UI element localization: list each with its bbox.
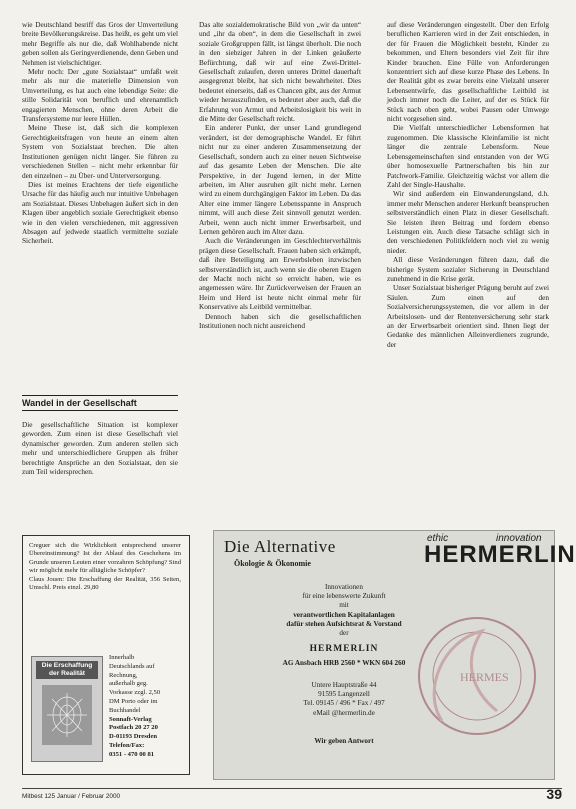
paragraph: auf diese Veränderungen eingestellt. Über den Erfolg beruflichen Karrieren wird in der Zeit entschieden, in der für Frauen die Möglichkeit besteht, Kinder zu bekommen, und Eltern besonders viel Zeit für ihre Kinder brauchen. Eine Fülle von Anforderungen konzentriert sich auf diese kurze Phase des Lebens. In der Realität gibt es zwar bereits eine Vielzahl unserer Lebensentwürfe, das gesellschaftliche Leitbild ist jedoch immer noch die Leiter, auf der es Stück für Stück nach oben geht, wobei Pausen oder Umwege nicht vorgesehen sind. <box>387 20 549 124</box>
ad-brand-logo: HERMERLIN <box>424 541 576 568</box>
publisher-line: DM Porto oder im <box>109 697 158 705</box>
left-column-bottom <box>22 420 178 510</box>
publisher-name: Sonnaft-Verlag <box>109 715 152 723</box>
ad-address-line: Untere Hauptstraße 44 <box>311 681 377 689</box>
ad-line: für eine lebenswerte Zukunft <box>302 592 386 601</box>
book-cover-title: Die Erschaffung der Realität <box>36 661 98 679</box>
ad-line: dafür stehen Aufsichtsrat & Vorstand <box>286 619 402 628</box>
paragraph: Das alte sozialdemokratische Bild von „wir da unten“ und „ihr da oben“, in dem die Gesellschaft in zwei soziale Großgruppen fällt, ist längst überholt. Die noch in den siebziger Jahren in der Linken geäußerte Befürchtung, daß wir auf eine Zwei-Drittel-Gesellschaft zulaufen, deren unteres Drittel dauerhaft ausgegrenzt bleibt, hat sich nicht bewahrheitet. Dies bedeutet einerseits, daß es Chancen gibt, aus der Armut wieder herauszufinden, es bedeutet aber auch, daß die Erfahrung von Armut und Arbeitslosigkeit bis weit in die Mitte der Gesellschaft reicht. <box>199 20 361 124</box>
ad-headline: Die Alternative <box>224 537 336 556</box>
ad-line: mit <box>339 601 349 610</box>
publisher-line: Vorkasse zzgl. 2,50 <box>109 689 161 697</box>
paragraph: Die Vielfalt unterschiedlicher Lebensformen hat zugenommen. Die klassische Kleinfamilie ist nicht länger die zentrale Lebensform. Neue Lebensgemeinschaften sind entstanden von der WG über homosexuelle Partnerschaften bis hin zur Patchwork-Familie. Gleichzeitig wächst vor allem die Zahl der Single-Haushalte. <box>387 123 549 189</box>
paragraph: Mehr noch: Der „gute Sozialstaat“ umfaßt weit mehr als nur die materielle Dimension von Umverteilung, es hat auch eine lebendige Seite: die stille Solidarität von beruflich und ehrenamtlich engagierten Menschen, ohne deren Arbeit die Transfersysteme nur leere Hüllen. <box>22 67 178 124</box>
book-author: Claus Jouen: Die Erschaffung der Realität, 356 Seiten, Umschl. Preis einzl. 29,80 <box>29 575 181 592</box>
ad-body <box>234 583 454 638</box>
left-column-top <box>22 20 178 385</box>
paragraph: Meine These ist, daß sich die komplexen Gerechtigkeitsfragen von heute an einem alten System von Sozialstaat brechen. Die alten Institutionen genügen nicht länger. Sie führen zu verschiedenen Stellen – nicht mehr erkennbar für den einzelnen – zu Über- und Unterversorgung. <box>22 123 178 180</box>
ad-address <box>234 681 454 718</box>
book-quote <box>29 542 181 592</box>
page-number: 39 <box>546 786 562 802</box>
paragraph: wie Deutschland besriff das Gros der Umverteilung breite Bevölkerungskreise. Das heißt, es geht um viel mehr Begriffe als nur die, daß Wohlhabende nicht geben sollen als Geringverdienende, denn Geben und Nehmen ist vielschichtiger. <box>22 20 178 67</box>
paragraph: Unser Sozialstaat bisheriger Prägung beruht auf zwei Säulen. Zum einen auf den Sozialversicherungssystemen, die vor allem in der Arbeitslosen- und der Rentenversicherung sehr stark an der Erwerbsarbeit orientiert sind. Ihnen liegt der Gedanke des männlichen Alleinverdieners zugrunde, der <box>387 283 549 349</box>
book-cover-art-icon <box>42 685 92 745</box>
paragraph: Dennoch haben sich die gesellschaftlichen Institutionen noch nicht ausreichend <box>199 311 361 330</box>
publisher-line: D-01193 Dresden <box>109 733 158 741</box>
ad-line: Innovationen <box>325 583 363 591</box>
section-heading: Wandel in der Gesellschaft <box>22 395 178 411</box>
ad-line: verantwortlichen Kapitalanlagen <box>293 610 395 619</box>
hermerlin-advert <box>213 530 576 780</box>
ad-ethic-label: ethic <box>427 533 449 544</box>
publisher-line: Telefon/Fax: <box>109 741 145 749</box>
publisher-line: Rechnung, <box>109 671 138 679</box>
paragraph: Die gesellschaftliche Situation ist komplexer geworden. Zum einen ist diese Gesellschaft viel dynamischer geworden. Zum anderen stellen sich mehr und unterschiedlichere Gruppen als früher berechtigte Ansprüche an den Sozialstaat, den sie zum Teil widersprechen. <box>22 420 178 477</box>
paragraph: Auch die Veränderungen im Geschlechterverhältnis prägen diese Gesellschaft. Frauen haben sich erkämpft, daß ihre Beteiligung am Erwerbsleben inzwischen selbstverständlich ist, auch wenn sie die oberen Etagen der Macht noch nicht so erreicht haben, wie es angemessen wäre. Ihr Zurückverweisen der Frauen an Heim und Herd ist heute nicht einmal mehr für Konservative als Leitbild vermittelbar. <box>199 236 361 312</box>
publisher-line: Innerhalb <box>109 654 135 661</box>
ad-address-line: 91595 Langenzell <box>318 690 370 699</box>
paragraph: Ein anderer Punkt, der unser Land grundlegend verändert, ist der demographische Wandel. Er führt nicht nur zu einer anderen Zusammensetzung der Gesellschaft, sondern auch zu einer neuen Sichtweise auf das gesamte Leben der Menschen. Die alte Perspektive, in der Jugend lernen, in der Mitte arbeiten, im Alter ausruhen gilt nicht mehr. Lernen wird zu einem durchgängigen Faktor im Leben. Da das Alter eine immer längere Lebensspanne in Anspruch nimmt, will auch diese Zeit sinnvoll genutzt werden. Arbeit, wenn auch nicht immer Erwerbsarbeit, und Lernen gehören auch im Alter dazu. <box>199 123 361 236</box>
footer-rule <box>22 788 562 789</box>
ad-line: der <box>339 629 349 638</box>
footer-issue: Mitbest 125 Januar / Februar 2000 <box>22 793 121 800</box>
ad-address-line: eMail @hermerlin.de <box>313 708 375 717</box>
seal-text: HERMES <box>460 670 509 684</box>
middle-column <box>199 20 361 520</box>
publisher-phone: 0351 - 470 00 81 <box>109 750 155 758</box>
ad-company: HERMERLIN <box>309 644 379 654</box>
paragraph: Dies ist meines Erachtens der tiefe eigentliche Ursache für das häufig auch nur intuitive Unbehagen am Sozialstaat. Dieses Unbehagen äußert sich in den Klagen über angeblich soziale Gerechtigkeit ebenso wie in den vielen verschiedenen, mit aggressiven Absagen auf jedwede staatlich vermittelte soziale Sicherheit. <box>22 179 178 246</box>
ad-register: AG Ansbach HRB 2560 * WKN 604 260 <box>282 659 406 667</box>
publisher-line: Buchhandel <box>109 706 141 714</box>
publisher-line: außerhalb geg. <box>109 680 148 688</box>
ad-subheadline: Ökologie & Ökonomie <box>234 559 311 568</box>
book-advert-box <box>22 535 190 775</box>
paragraph: All diese Veränderungen führen dazu, daß die bisherige System sozialer Sicherung in Deutschland zunehmend in die Krise gerät. <box>387 255 549 283</box>
ad-closing: Wir geben Antwort <box>314 737 374 745</box>
publisher-line: Deutschlands auf <box>109 662 155 670</box>
quote-text: Creguer sich die Wirklichkeit entsprechend unserer Übereinstimmung? Ist der Ablauf des Geschehens im Grunde unseren Leuten einer vorzahren Schöpfung? Sind wir möglicht mehr für alltägliche Schöpfer? <box>29 542 181 575</box>
publisher-info <box>109 654 185 760</box>
book-cover <box>31 656 103 762</box>
right-column <box>387 20 549 520</box>
ad-address-line: Tel. 09145 / 496 * Fax / 497 <box>303 699 385 708</box>
publisher-line: Postfach 20 27 20 <box>109 724 158 732</box>
ad-innovation-label: innovation <box>496 533 542 544</box>
paragraph: Wir sind außerdem ein Einwanderungsland, d.h. immer mehr Menschen anderer Herkunft beanspruchen selbstverständlich einen Platz in dieser Gesellschaft. Sie leisten ihren Beitrag und fordern ebenso Leistungen ein. Auch diese Tatsache schlägt sich in den verschiedenen Politikfeldern noch viel zu wenig nieder. <box>387 189 549 255</box>
